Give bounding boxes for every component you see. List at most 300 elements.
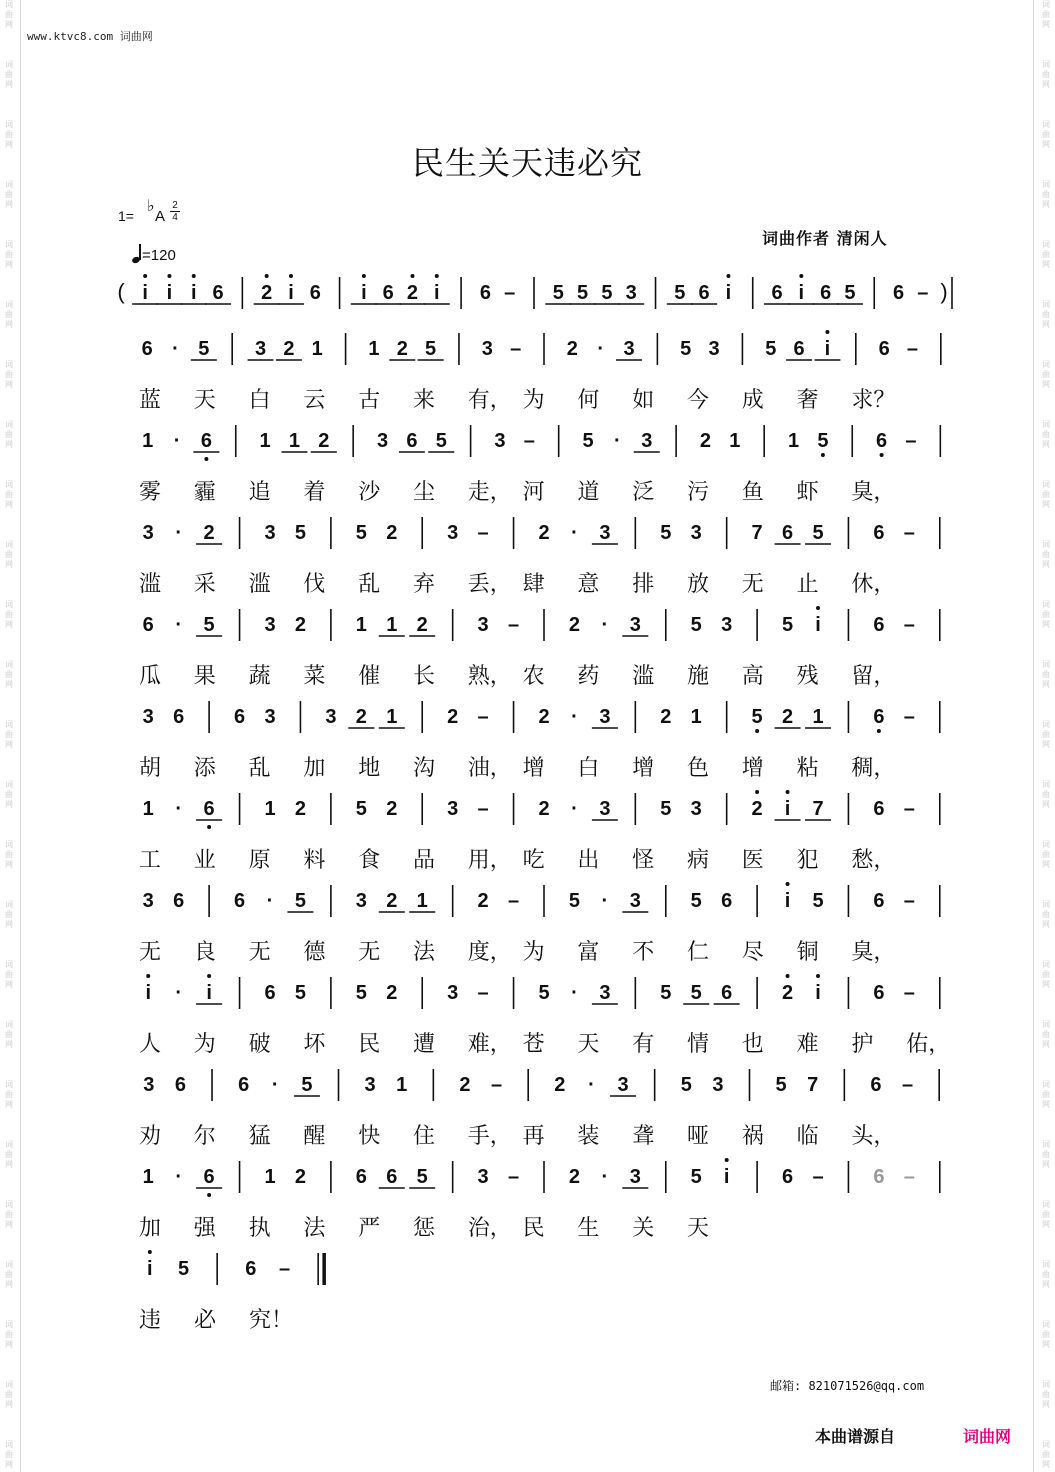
row-8-note: 6 bbox=[264, 982, 276, 1004]
lyric-char: 沟 bbox=[413, 756, 436, 781]
row-2-note: 2 bbox=[318, 430, 330, 452]
row-5-note: 2 bbox=[538, 706, 550, 728]
high-octave-dot bbox=[362, 274, 366, 278]
lyric-char: 止 bbox=[796, 572, 819, 597]
lyric-char: 用， bbox=[467, 848, 512, 873]
row-6-note: – bbox=[477, 798, 489, 820]
lyric-char: 天 bbox=[577, 1032, 600, 1057]
high-octave-dot bbox=[816, 606, 820, 610]
low-octave-dot bbox=[877, 729, 881, 733]
row-7-note: 2 bbox=[477, 890, 489, 912]
watermark-text: 词 曲 网 bbox=[1042, 1380, 1050, 1409]
row-1-note: – bbox=[510, 338, 522, 360]
lyric-char: 头， bbox=[851, 1124, 896, 1149]
row-10-note: 3 bbox=[477, 1166, 489, 1188]
row-8-note: 5 bbox=[538, 982, 550, 1004]
row-1-note: 1 bbox=[368, 338, 380, 360]
row-1-note: 6 bbox=[141, 338, 153, 360]
watermark-text: 词 曲 网 bbox=[5, 720, 13, 749]
lyric-char: 加 bbox=[303, 756, 326, 781]
lyric-char: 良 bbox=[193, 940, 216, 965]
lyric-char: 装 bbox=[577, 1124, 600, 1149]
watermark-text: 词 曲 网 bbox=[1042, 1440, 1050, 1469]
row-6-note: 1 bbox=[142, 798, 154, 820]
watermark-text: 词 曲 网 bbox=[5, 1380, 13, 1409]
lyric-char: 雾 bbox=[139, 480, 162, 505]
watermark-text: 词 曲 网 bbox=[1042, 60, 1050, 89]
high-octave-dot bbox=[289, 274, 293, 278]
row-10-note: – bbox=[903, 1166, 915, 1188]
row-7-note: 3 bbox=[629, 890, 641, 912]
row-2-note: – bbox=[905, 430, 917, 452]
lyric-char: 地 bbox=[358, 756, 381, 781]
row-10-note: 3 bbox=[629, 1166, 641, 1188]
lyric-char: 河 bbox=[522, 480, 545, 505]
row-7-note: 3 bbox=[355, 890, 367, 912]
row-9-note: · bbox=[588, 1074, 595, 1096]
watermark-text: 词 曲 网 bbox=[1042, 900, 1050, 929]
intro-note: 6 bbox=[892, 282, 905, 304]
intro-note: 6 bbox=[309, 282, 321, 304]
row-4-note: · bbox=[175, 614, 183, 636]
lyric-char: 弃 bbox=[413, 572, 436, 597]
intro-note: 6 bbox=[698, 282, 710, 304]
row-8-note: 2 bbox=[781, 982, 794, 1004]
row-7-note: 5 bbox=[690, 890, 702, 912]
lyric-char: 长 bbox=[413, 664, 436, 689]
watermark-text: 词 曲 网 bbox=[5, 1320, 13, 1349]
lyric-char: 关 bbox=[632, 1216, 655, 1241]
lyric-char: 催 bbox=[358, 664, 381, 689]
lyric-char: 蓝 bbox=[139, 388, 162, 413]
row-9-note: 3 bbox=[364, 1074, 376, 1096]
watermark-text: 词 曲 网 bbox=[1042, 600, 1050, 629]
row-4-note: – bbox=[507, 614, 520, 636]
row-5-note: 3 bbox=[264, 706, 276, 728]
lyric-char: 云 bbox=[303, 388, 326, 413]
watermark-text: 词 曲 网 bbox=[1042, 0, 1050, 29]
lyric-char: 祸 bbox=[741, 1124, 764, 1149]
lyric-char: 为 bbox=[522, 940, 545, 965]
intro-note: 5 bbox=[601, 282, 613, 304]
lyric-char: 来 bbox=[413, 388, 436, 413]
lyric-char: 严 bbox=[358, 1216, 381, 1241]
watermark-text: 词 曲 网 bbox=[5, 240, 13, 269]
intro-note: i bbox=[434, 282, 440, 304]
lyric-char: 尔 bbox=[193, 1124, 216, 1149]
row-2-note: 6 bbox=[200, 430, 212, 452]
row-10-note: 5 bbox=[416, 1166, 428, 1188]
row-4-note: 3 bbox=[721, 614, 733, 636]
lyric-char: 乱 bbox=[358, 572, 381, 597]
row-8-note: 5 bbox=[355, 982, 367, 1004]
row-6-note: · bbox=[571, 798, 578, 820]
lyric-char: 肆 bbox=[522, 572, 545, 597]
intro-note: 6 bbox=[212, 282, 224, 304]
row-1-note: 2 bbox=[283, 338, 295, 360]
row-11-note: – bbox=[278, 1258, 291, 1280]
watermark-text: 词 曲 网 bbox=[5, 540, 13, 569]
row-5-note: 2 bbox=[447, 706, 459, 728]
watermark-text: 词 曲 网 bbox=[1042, 1320, 1050, 1349]
row-2-note: 5 bbox=[582, 430, 594, 452]
lyric-char: 吃 bbox=[522, 848, 545, 873]
lyric-char: 愁， bbox=[851, 848, 896, 873]
watermark-text: 词 曲 网 bbox=[5, 0, 13, 29]
row-4-note: i bbox=[815, 614, 821, 636]
lyric-char: 手， bbox=[467, 1124, 512, 1149]
watermark-text: 词 曲 网 bbox=[5, 180, 13, 209]
row-6-note: 6 bbox=[873, 798, 885, 820]
lyric-char: 不 bbox=[632, 940, 655, 965]
row-8-note: 6 bbox=[721, 982, 733, 1004]
row-6-note: · bbox=[175, 798, 183, 820]
row-8-note: 5 bbox=[294, 982, 307, 1004]
watermark-text: 词 曲 网 bbox=[5, 60, 13, 89]
row-3-note: 5 bbox=[355, 522, 367, 544]
row-10-note: 6 bbox=[873, 1166, 885, 1188]
high-octave-dot bbox=[167, 274, 171, 278]
row-7-note: 6 bbox=[173, 890, 185, 912]
lyric-char: 菜 bbox=[303, 664, 326, 689]
row-4-note: 2 bbox=[294, 614, 307, 636]
row-8-note: · bbox=[571, 982, 578, 1004]
row-10-note: 6 bbox=[386, 1166, 398, 1188]
lyric-char: 料 bbox=[303, 848, 326, 873]
lyric-char: 惩 bbox=[413, 1216, 436, 1241]
lyric-char: 民 bbox=[522, 1216, 545, 1241]
row-9-note: 1 bbox=[396, 1074, 408, 1096]
lyric-char: 霾 bbox=[193, 480, 216, 505]
intro-note: 5 bbox=[674, 282, 686, 304]
source-label: 本曲谱源自 bbox=[815, 1427, 896, 1446]
lyric-char: 无 bbox=[358, 940, 381, 965]
row-1-note: · bbox=[172, 338, 179, 360]
row-5-note: 3 bbox=[142, 706, 154, 728]
watermark-text: 词 曲 网 bbox=[1042, 720, 1050, 749]
row-3-note: 3 bbox=[264, 522, 276, 544]
lyric-char: 放 bbox=[687, 572, 710, 597]
row-2-note: 1 bbox=[259, 430, 271, 452]
row-8-note: 5 bbox=[690, 982, 702, 1004]
row-6-note: 7 bbox=[812, 798, 824, 820]
row-5-note: 6 bbox=[233, 706, 246, 728]
row-4-note: 3 bbox=[629, 614, 641, 636]
row-9-note: 5 bbox=[775, 1074, 787, 1096]
lyric-char: 臭， bbox=[851, 480, 896, 505]
lyric-char: 臭， bbox=[851, 940, 896, 965]
high-octave-dot bbox=[799, 274, 803, 278]
row-4-note: 6 bbox=[142, 614, 154, 636]
row-6-note: – bbox=[903, 798, 915, 820]
watermark-text: 词 曲 网 bbox=[1042, 360, 1050, 389]
lyric-char: 食 bbox=[358, 848, 381, 873]
row-3-note: 3 bbox=[690, 522, 702, 544]
row-10-note: · bbox=[175, 1166, 183, 1188]
row-10-note: 2 bbox=[568, 1166, 581, 1188]
row-8-note: 6 bbox=[873, 982, 885, 1004]
intro-note: 5 bbox=[844, 282, 856, 304]
lyric-char: 今 bbox=[687, 388, 710, 413]
row-1-note: 5 bbox=[680, 338, 692, 360]
watermark-text: 词 曲 网 bbox=[5, 1200, 13, 1229]
row-3-note: 7 bbox=[751, 522, 763, 544]
lyric-char: 白 bbox=[248, 388, 271, 413]
row-6-note: 2 bbox=[751, 798, 763, 820]
lyric-char: 农 bbox=[522, 664, 545, 689]
lyric-char: 护 bbox=[851, 1032, 874, 1057]
lyric-char: 药 bbox=[577, 664, 600, 689]
row-7-note: 6 bbox=[873, 890, 885, 912]
watermark-text: 词 曲 网 bbox=[5, 420, 13, 449]
lyric-char: 滥 bbox=[632, 664, 655, 689]
watermark-text: 词 曲 网 bbox=[5, 660, 13, 689]
row-2-note: 3 bbox=[641, 430, 653, 452]
lyric-char: 古 bbox=[358, 388, 381, 413]
lyric-char: 难 bbox=[796, 1032, 819, 1057]
source-url: www.ktvc8.com 词曲网 bbox=[27, 30, 153, 43]
lyric-char: 采 bbox=[193, 572, 216, 597]
watermark-text: 词 曲 网 bbox=[5, 600, 13, 629]
lyric-char: 苍 bbox=[522, 1032, 545, 1057]
meter-bottom: 4 bbox=[172, 212, 178, 223]
row-4-note: – bbox=[903, 614, 915, 636]
key-prefix: 1= bbox=[118, 208, 134, 224]
row-10-note: 1 bbox=[264, 1166, 276, 1188]
high-octave-dot bbox=[143, 274, 147, 278]
intro-note: – bbox=[504, 282, 516, 304]
row-2-note: 3 bbox=[494, 430, 506, 452]
watermark-text: 词 曲 网 bbox=[5, 780, 13, 809]
lyric-char: 佑， bbox=[906, 1032, 951, 1057]
row-4-note: 1 bbox=[355, 614, 367, 636]
lyric-char: 原 bbox=[248, 848, 271, 873]
row-3-note: – bbox=[903, 522, 915, 544]
row-7-note: 6 bbox=[721, 890, 733, 912]
row-10-note: 2 bbox=[294, 1166, 307, 1188]
row-11-note: 5 bbox=[177, 1258, 190, 1280]
row-6-note: 2 bbox=[538, 798, 550, 820]
row-6-note: 5 bbox=[660, 798, 672, 820]
intro-note: i bbox=[361, 282, 367, 304]
lyric-char: 猛 bbox=[248, 1124, 271, 1149]
row-7-note: 1 bbox=[416, 890, 428, 912]
row-2-note: – bbox=[523, 430, 535, 452]
lyric-char: 德 bbox=[303, 940, 326, 965]
row-7-note: · bbox=[601, 890, 609, 912]
high-octave-dot bbox=[816, 974, 820, 978]
row-7-note: – bbox=[507, 890, 520, 912]
row-9-note: 2 bbox=[459, 1074, 471, 1096]
row-2-note: 1 bbox=[729, 430, 741, 452]
row-4-note: 2 bbox=[416, 614, 428, 636]
high-octave-dot bbox=[435, 274, 439, 278]
row-5-note: – bbox=[477, 706, 489, 728]
lyric-char: 工 bbox=[139, 848, 162, 873]
row-7-note: 5 bbox=[568, 890, 581, 912]
intro-close-paren: ) bbox=[940, 279, 948, 304]
row-4-note: 1 bbox=[386, 614, 398, 636]
row-2-note: · bbox=[614, 430, 621, 452]
row-6-note: 1 bbox=[264, 798, 276, 820]
intro-note: i bbox=[190, 282, 197, 304]
lyric-char: 留， bbox=[851, 664, 896, 689]
lyric-char: 色 bbox=[687, 756, 710, 781]
lyric-char: 执 bbox=[248, 1216, 271, 1241]
lyric-char: 道 bbox=[577, 480, 600, 505]
lyric-char: 走， bbox=[467, 480, 512, 505]
row-1-note: 6 bbox=[878, 338, 890, 360]
watermark-text: 词 曲 网 bbox=[5, 1260, 13, 1289]
row-4-note: 3 bbox=[477, 614, 489, 636]
low-octave-dot bbox=[207, 1193, 211, 1197]
watermark-text: 词 曲 网 bbox=[5, 1080, 13, 1109]
lyric-char: 再 bbox=[522, 1124, 545, 1149]
lyric-char: 违 bbox=[139, 1308, 162, 1333]
lyric-char: 情 bbox=[687, 1032, 710, 1057]
contact-email: 邮箱: 821071526@qq.com bbox=[770, 1379, 925, 1393]
row-5-note: 5 bbox=[751, 706, 763, 728]
watermark-text: 词 曲 网 bbox=[1042, 1140, 1050, 1169]
row-5-note: 6 bbox=[173, 706, 185, 728]
row-1-note: 3 bbox=[254, 338, 267, 360]
row-6-note: 3 bbox=[690, 798, 702, 820]
lyric-char: 劝 bbox=[139, 1124, 162, 1149]
lyric-char: 意 bbox=[577, 572, 600, 597]
lyric-char: 增 bbox=[632, 756, 655, 781]
row-10-note: 5 bbox=[690, 1166, 702, 1188]
row-6-note: 2 bbox=[386, 798, 398, 820]
row-9-note: – bbox=[491, 1074, 503, 1096]
watermark-text: 词 曲 网 bbox=[5, 1020, 13, 1049]
row-4-note: · bbox=[601, 614, 609, 636]
tempo-value: =120 bbox=[142, 247, 176, 264]
lyric-char: 人 bbox=[139, 1032, 162, 1057]
lyric-char: 何 bbox=[577, 388, 600, 413]
lyric-char: 奢 bbox=[796, 388, 819, 413]
row-10-note: – bbox=[812, 1166, 824, 1188]
lyric-char: 如 bbox=[632, 388, 655, 413]
lyric-char: 铜 bbox=[796, 940, 819, 965]
lyric-char: 泛 bbox=[632, 480, 655, 505]
intro-note: 2 bbox=[261, 282, 273, 304]
row-1-note: · bbox=[597, 338, 605, 360]
row-1-note: 2 bbox=[566, 338, 578, 360]
lyric-char: 滥 bbox=[248, 572, 271, 597]
lyric-char: 治， bbox=[467, 1216, 512, 1241]
lyric-char: 临 bbox=[796, 1124, 819, 1149]
lyric-char: 为 bbox=[193, 1032, 216, 1057]
row-3-note: · bbox=[175, 522, 183, 544]
row-6-note: 5 bbox=[355, 798, 367, 820]
lyric-char: 醒 bbox=[303, 1124, 326, 1149]
high-octave-dot bbox=[786, 790, 790, 794]
watermark-text: 词 曲 网 bbox=[1042, 240, 1050, 269]
high-octave-dot bbox=[207, 974, 211, 978]
author-credit: 词曲作者 清闲人 bbox=[762, 229, 888, 248]
intro-note: i bbox=[166, 282, 173, 304]
row-9-note: 3 bbox=[143, 1074, 155, 1096]
high-octave-dot bbox=[725, 1158, 729, 1162]
watermark-text: 词 曲 网 bbox=[5, 120, 13, 149]
lyric-char: 排 bbox=[632, 572, 655, 597]
high-octave-dot bbox=[786, 882, 790, 886]
row-7-note: 5 bbox=[812, 890, 824, 912]
lyric-char: 天 bbox=[687, 1216, 710, 1241]
row-3-note: 2 bbox=[538, 522, 550, 544]
row-7-note: 6 bbox=[233, 890, 246, 912]
row-2-note: 2 bbox=[699, 430, 712, 452]
intro-note: 2 bbox=[406, 282, 419, 304]
row-5-note: 2 bbox=[660, 706, 672, 728]
row-9-note: · bbox=[271, 1074, 279, 1096]
lyric-char: 出 bbox=[577, 848, 600, 873]
row-5-note: 2 bbox=[781, 706, 794, 728]
lyric-char: 犯 bbox=[796, 848, 819, 873]
lyric-char: 增 bbox=[741, 756, 764, 781]
intro-note: – bbox=[917, 282, 929, 304]
row-5-note: 6 bbox=[873, 706, 885, 728]
lyric-char: 施 bbox=[687, 664, 710, 689]
meter-top: 2 bbox=[172, 200, 178, 211]
lyric-char: 无 bbox=[248, 940, 271, 965]
row-7-note: 5 bbox=[294, 890, 307, 912]
watermark-text: 词 曲 网 bbox=[1042, 1200, 1050, 1229]
intro-note: 6 bbox=[771, 282, 783, 304]
row-1-note: 3 bbox=[708, 338, 720, 360]
low-octave-dot bbox=[207, 825, 211, 829]
row-5-note: 1 bbox=[812, 706, 824, 728]
lyric-char: 追 bbox=[248, 480, 271, 505]
row-3-note: 2 bbox=[203, 522, 215, 544]
key-letter: A bbox=[155, 208, 166, 225]
watermark-text: 词 曲 网 bbox=[5, 360, 13, 389]
lyric-char: 医 bbox=[741, 848, 764, 873]
row-8-note: · bbox=[175, 982, 183, 1004]
lyric-char: 业 bbox=[193, 848, 216, 873]
watermark-text: 词 曲 网 bbox=[1042, 120, 1050, 149]
row-4-note: 6 bbox=[873, 614, 885, 636]
row-2-note: 5 bbox=[435, 430, 447, 452]
watermark-text: 词 曲 网 bbox=[1042, 420, 1050, 449]
lyric-char: 必 bbox=[194, 1308, 217, 1333]
lyric-char: 尽 bbox=[741, 940, 764, 965]
watermark-text: 词 曲 网 bbox=[1042, 1260, 1050, 1289]
row-8-note: 2 bbox=[386, 982, 398, 1004]
row-4-note: 5 bbox=[781, 614, 794, 636]
lyric-char: 增 bbox=[522, 756, 545, 781]
lyric-char: 油， bbox=[467, 756, 512, 781]
row-10-note: 6 bbox=[781, 1166, 794, 1188]
intro-note: 3 bbox=[625, 282, 637, 304]
row-9-note: 7 bbox=[807, 1074, 819, 1096]
intro-note: 6 bbox=[382, 282, 394, 304]
lyric-char: 怪 bbox=[632, 848, 655, 873]
intro-open-paren: ( bbox=[117, 279, 125, 304]
row-3-note: 3 bbox=[599, 522, 611, 544]
row-8-note: 5 bbox=[660, 982, 672, 1004]
lyric-char: 也 bbox=[741, 1032, 764, 1057]
lyric-char: 坏 bbox=[303, 1032, 326, 1057]
row-3-note: 3 bbox=[447, 522, 459, 544]
row-8-note: – bbox=[903, 982, 915, 1004]
intro-note: i bbox=[798, 282, 805, 304]
row-5-note: 1 bbox=[690, 706, 702, 728]
row-8-note: 3 bbox=[447, 982, 459, 1004]
lyric-char: 着 bbox=[303, 480, 326, 505]
lyric-char: 蔬 bbox=[248, 664, 271, 689]
row-11-note: i bbox=[147, 1258, 153, 1280]
